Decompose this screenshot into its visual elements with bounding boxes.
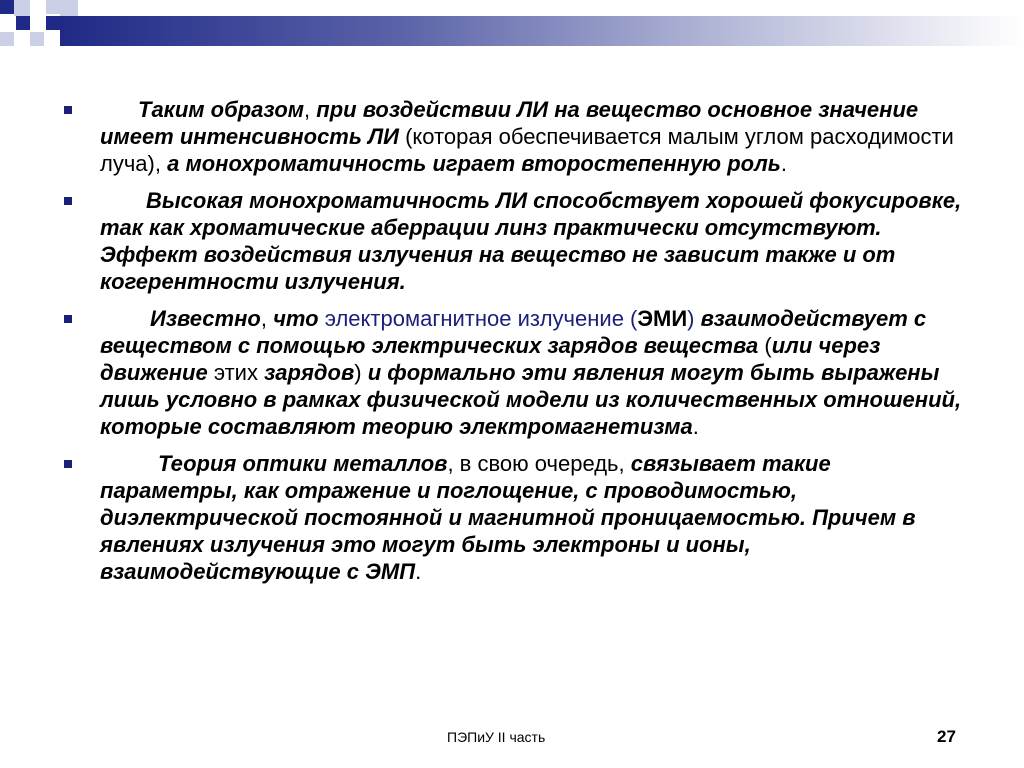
text-segment: а монохроматичность играет второстепенную роль xyxy=(167,151,781,176)
text-segment: Известно xyxy=(150,306,261,331)
bullet-item xyxy=(62,96,967,177)
text-segment: Таким образом xyxy=(138,97,305,122)
text-segment: , xyxy=(260,306,274,331)
text-segment: связывает такие параметры, как отражение и поглощение, с проводимостью, диэлектрической постоянной и магнитной проницаемостью. Причем в явлениях излучения это могут быть электроны и ионы, взаимодействующие с ЭМП xyxy=(100,451,916,584)
square-bullet-icon xyxy=(64,315,72,323)
text-segment: или через движение xyxy=(100,333,881,385)
paragraph-text xyxy=(100,97,954,176)
bullet-item xyxy=(62,187,967,295)
text-segment: Теория оптики металлов xyxy=(158,451,448,476)
square-bullet-icon xyxy=(64,460,72,468)
bullet-item xyxy=(62,305,967,440)
bullet-item xyxy=(62,450,967,585)
text-segment: , в свою очередь, xyxy=(447,451,631,476)
deco-square xyxy=(0,32,14,46)
text-segment: . xyxy=(415,559,422,584)
text-segment: , xyxy=(304,97,317,122)
deco-square xyxy=(60,0,78,16)
text-segment: . xyxy=(692,414,699,439)
text-segment: что xyxy=(273,306,319,331)
deco-square xyxy=(46,0,60,14)
deco-square xyxy=(16,16,30,30)
deco-square xyxy=(46,16,60,30)
deco-square xyxy=(14,0,30,16)
footer-text: ПЭПиУ II часть xyxy=(447,729,546,745)
text-segment: . xyxy=(780,151,787,176)
top-decoration xyxy=(0,0,1024,48)
text-segment: зарядов xyxy=(264,360,355,385)
text-segment: ЭМИ xyxy=(637,306,688,331)
text-segment: ) xyxy=(354,360,368,385)
deco-square xyxy=(0,0,14,14)
text-segment: взаимодействует с веществом с помощью электрических зарядов вещества xyxy=(100,306,927,358)
square-bullet-icon xyxy=(64,106,72,114)
paragraph-text xyxy=(100,306,961,439)
slide-footer xyxy=(0,727,1024,751)
paragraph-text xyxy=(100,451,916,584)
paragraph-text xyxy=(100,188,961,294)
slide-body xyxy=(62,96,967,595)
text-segment: при воздействии ЛИ на вещество основное значение имеет интенсивность ЛИ xyxy=(100,97,919,149)
square-bullet-icon xyxy=(64,197,72,205)
text-segment: Высокая монохроматичность ЛИ способствует хорошей фокусировке, так как хроматические аберрации линз практически отсутствуют. Эффект воздействия излучения на вещество не зависит также и от когерентности излучения. xyxy=(100,188,962,294)
text-segment: этих xyxy=(207,360,265,385)
text-segment: ) xyxy=(687,306,695,331)
page-number: 27 xyxy=(937,727,956,746)
text-segment: электромагнитное излучение ( xyxy=(318,306,638,331)
deco-square xyxy=(30,32,44,46)
text-segment: и формально эти явления могут быть выражены лишь условно в рамках физической модели из количественных отношений, которые составляют теорию электромагнетизма xyxy=(100,360,962,439)
header-gradient-bar xyxy=(60,16,1024,46)
text-segment: (которая обеспечивается малым углом расходимости луча), xyxy=(100,124,954,176)
text-segment: ( xyxy=(758,333,772,358)
deco-square xyxy=(30,16,46,32)
